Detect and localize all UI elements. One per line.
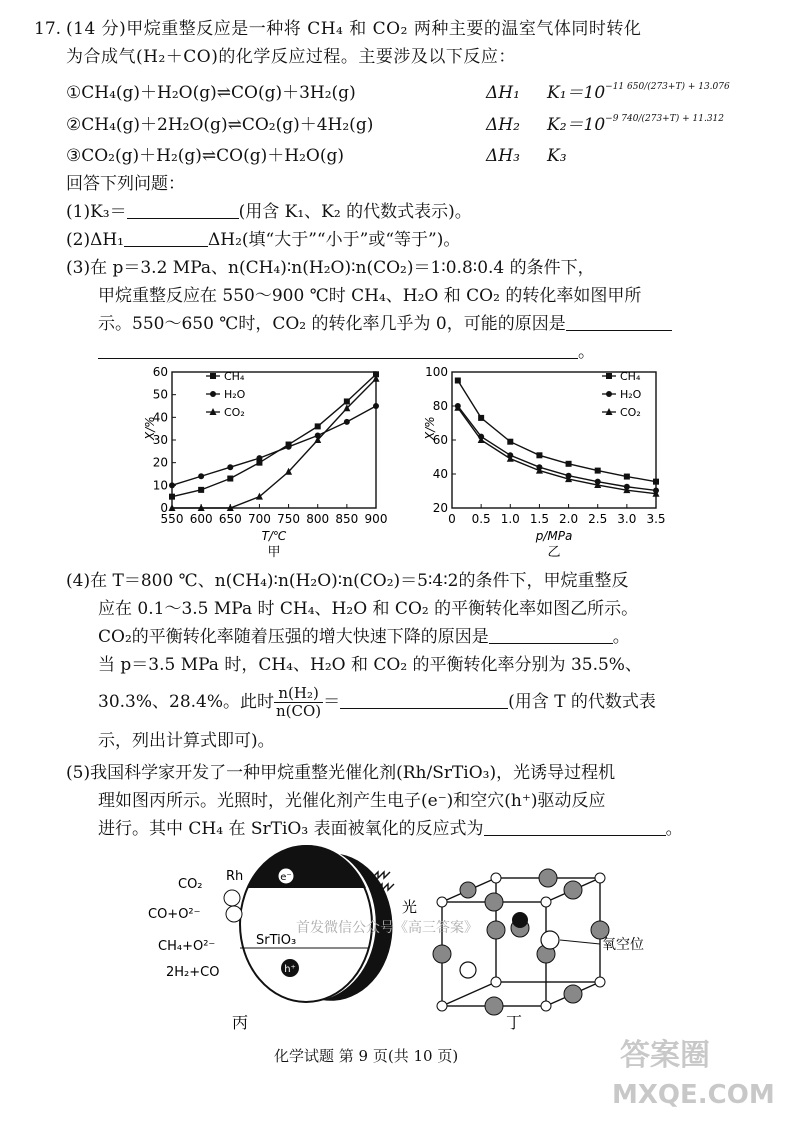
yi-point bbox=[566, 461, 572, 467]
q2-prefix: (2)ΔH₁ bbox=[66, 230, 124, 250]
yi-point bbox=[507, 439, 513, 445]
jia-point bbox=[344, 398, 350, 404]
yi-xlabel: p/MPa bbox=[535, 529, 573, 543]
jia-series-line-1 bbox=[172, 406, 376, 485]
yi-ytick-label: 20 bbox=[432, 501, 448, 515]
reaction-1-dh: ΔH₁ bbox=[486, 83, 520, 103]
jia-point bbox=[256, 455, 262, 461]
reaction-1-exponent: −11 650/(273+T) + 13.076 bbox=[605, 82, 730, 92]
h2-co-ratio-fraction bbox=[274, 685, 323, 720]
figure-bing-caption: 丙 bbox=[232, 1013, 249, 1032]
jia-legend-label: H₂O bbox=[224, 388, 246, 401]
q1-prefix: (1)K₃＝ bbox=[66, 202, 127, 222]
reaction-1-k: $K_1=10^{-11 650/(273+T) + 13.076}$ bbox=[547, 82, 730, 103]
light-label: 光 bbox=[402, 898, 418, 916]
q4-line1: (4)在 T＝800 ℃、n(CH₄)∶n(H₂O)∶n(CO₂)＝5∶4∶2的条件下，甲烷重整反 bbox=[66, 571, 629, 591]
jia-point bbox=[169, 482, 175, 488]
yi-legend-label: H₂O bbox=[620, 388, 642, 401]
q5-line1: (5)我国科学家开发了一种甲烷重整光催化剂(Rh/SrTiO₃)，光诱导过程机 bbox=[66, 763, 616, 783]
reaction-2-dh: ΔH₂ bbox=[486, 115, 520, 135]
yi-xtick-label: 2.5 bbox=[588, 512, 608, 526]
q4-line3 bbox=[98, 626, 630, 648]
yi-xtick-label: 0 bbox=[448, 512, 456, 526]
jia-ylabel: X/% bbox=[143, 416, 157, 440]
q5-end: 。 bbox=[665, 819, 683, 839]
reaction-2-equation: ②CH₄(g)＋2H₂O(g)⇌CO₂(g)＋4H₂(g) bbox=[66, 115, 374, 135]
reaction-3-k: K₃ bbox=[547, 146, 567, 166]
jia-point bbox=[198, 473, 204, 479]
yi-ytick-label: 100 bbox=[425, 365, 448, 379]
oxygen-vacancy-2 bbox=[460, 962, 476, 978]
yi-series-line-2 bbox=[458, 408, 656, 494]
jia-point bbox=[344, 419, 350, 425]
yi-xtick-label: 3.5 bbox=[646, 512, 666, 526]
q4-equals: ＝ bbox=[323, 692, 341, 712]
q3-line2: 甲烷重整反应在 550～900 ℃时 CH₄、H₂O 和 CO₂ 的转化率如图甲所 bbox=[98, 286, 642, 306]
jia-point bbox=[315, 423, 321, 429]
jia-xtick-label: 800 bbox=[306, 512, 330, 526]
site-logo-url: MXQE.COM bbox=[612, 1080, 775, 1110]
h2-co-label: 2H₂+CO bbox=[166, 965, 220, 980]
co2-label: CO₂ bbox=[178, 877, 203, 892]
yi-xtick-label: 3.0 bbox=[617, 512, 637, 526]
yi-xtick-label: 2.0 bbox=[559, 512, 579, 526]
watermark: 首发微信公众号《高三答案》 bbox=[296, 920, 478, 936]
q3-line3 bbox=[98, 313, 672, 335]
q4-line5 bbox=[98, 684, 656, 720]
yi-ytick-label: 80 bbox=[432, 399, 448, 413]
yi-ytick-label: 60 bbox=[432, 433, 448, 447]
oxygen-vacancy bbox=[541, 931, 559, 949]
jia-legend-label: CO₂ bbox=[224, 406, 245, 419]
ch4-o-label: CH₄+O²⁻ bbox=[158, 939, 216, 954]
q5-line3 bbox=[98, 818, 683, 840]
rh-cap bbox=[248, 845, 366, 888]
yi-point bbox=[455, 378, 461, 384]
yi-ylabel: X/% bbox=[423, 416, 437, 440]
electron-2 bbox=[226, 906, 242, 922]
q4-prefix: 30.3%、28.4%。此时 bbox=[98, 692, 275, 712]
oxygen-vacancy-label: 氧空位 bbox=[602, 937, 644, 953]
electron-1 bbox=[224, 890, 240, 906]
q4-line2: 应在 0.1～3.5 MPa 时 CH₄、H₂O 和 CO₂ 的平衡转化率如图乙所示。 bbox=[98, 599, 639, 619]
q4-text: CO₂的平衡转化率随着压强的增大快速下降的原因是 bbox=[98, 627, 489, 647]
jia-point bbox=[286, 444, 292, 450]
yi-point bbox=[478, 415, 484, 421]
jia-xlabel: T/℃ bbox=[261, 529, 287, 543]
jia-ytick-label: 0 bbox=[160, 501, 168, 515]
jia-ytick-label: 50 bbox=[152, 387, 168, 402]
vacancy-pointer bbox=[560, 940, 600, 944]
yi-xtick-label: 1.5 bbox=[529, 512, 549, 526]
q3-end: 。 bbox=[578, 342, 595, 362]
jia-ytick-label: 60 bbox=[152, 365, 168, 379]
reaction-3-dh: ΔH₃ bbox=[486, 146, 520, 166]
question-intro-line2: 为合成气(H₂＋CO)的化学反应过程。主要涉及以下反应： bbox=[66, 47, 516, 67]
q1-suffix: (用含 K₁、K₂ 的代数式表示)。 bbox=[238, 202, 472, 222]
yi-ytick-label: 40 bbox=[432, 467, 448, 481]
site-logo-text: 答案圈 bbox=[620, 1038, 710, 1073]
yi-point bbox=[595, 468, 601, 474]
answer-prompt: 回答下列问题： bbox=[66, 174, 185, 194]
center-atom bbox=[512, 912, 528, 928]
fraction-denominator: n(CO) bbox=[276, 702, 322, 720]
jia-point bbox=[169, 494, 175, 500]
jia-ytick-label: 20 bbox=[152, 455, 168, 470]
jia-ytick-label: 40 bbox=[152, 410, 168, 425]
jia-point bbox=[198, 487, 204, 493]
yi-caption: 乙 bbox=[547, 545, 561, 560]
jia-xtick-label: 850 bbox=[335, 512, 359, 526]
q4-line4: 当 p＝3.5 MPa 时，CH₄、H₂O 和 CO₂ 的平衡转化率分别为 35.5%、 bbox=[98, 655, 642, 675]
jia-legend-label: CH₄ bbox=[224, 370, 245, 383]
q2-answer-blank[interactable] bbox=[124, 230, 208, 247]
fraction-numerator: n(H₂) bbox=[274, 685, 323, 703]
question-intro-line1: (14 分)甲烷重整反应是一种将 CH₄ 和 CO₂ 两种主要的温室气体同时转化 bbox=[66, 19, 642, 39]
reaction-3-equation: ③CO₂(g)＋H₂(g)⇌CO(g)＋H₂O(g) bbox=[66, 146, 344, 166]
jia-point bbox=[373, 403, 379, 409]
q4-suffix: (用含 T 的代数式表 bbox=[508, 692, 656, 712]
yi-point bbox=[536, 452, 542, 458]
rh-label: Rh bbox=[226, 869, 244, 884]
q3-line1: (3)在 p＝3.2 MPa、n(CH₄)∶n(H₂O)∶n(CO₂)＝1∶0.8∶0.4 的条件下， bbox=[66, 258, 595, 278]
hole-label: h⁺ bbox=[284, 964, 296, 975]
reaction-2-k: $K_2=10^{-9 740/(273+T) + 11.312}$ bbox=[547, 114, 724, 135]
page-footer: 化学试题 第 9 页(共 10 页) bbox=[274, 1047, 459, 1065]
q4-answer-blank-1[interactable] bbox=[489, 627, 613, 644]
figure-ding-caption: 丁 bbox=[506, 1013, 523, 1032]
reaction-2-exponent: −9 740/(273+T) + 11.312 bbox=[605, 114, 724, 124]
reaction-1-equation: ①CH₄(g)＋H₂O(g)⇌CO(g)＋3H₂(g) bbox=[66, 83, 356, 103]
figure-bing bbox=[140, 842, 440, 1042]
yi-legend-label: CH₄ bbox=[620, 370, 641, 383]
q3-answer-blank-2[interactable] bbox=[98, 342, 578, 359]
question-number: 17. bbox=[34, 19, 62, 39]
jia-xtick-label: 550 bbox=[160, 512, 184, 526]
q5-text: 进行。其中 CH₄ 在 SrTiO₃ 表面被氧化的反应式为 bbox=[98, 819, 484, 839]
electron-label-1: e⁻ bbox=[280, 872, 292, 883]
srtio3-label: SrTiO₃ bbox=[256, 933, 297, 948]
jia-ytick-label: 30 bbox=[152, 433, 168, 447]
q4-end: 。 bbox=[612, 627, 630, 647]
chart-jia bbox=[140, 362, 400, 562]
yi-legend-marker bbox=[606, 391, 612, 397]
co-o-label: CO+O²⁻ bbox=[148, 907, 201, 922]
jia-point bbox=[227, 476, 233, 482]
q1-answer-blank[interactable] bbox=[127, 202, 239, 219]
yi-xtick-label: 1.0 bbox=[500, 512, 520, 526]
jia-legend-marker bbox=[210, 391, 216, 397]
q2-suffix: ΔH₂(填“大于”“小于”或“等于”)。 bbox=[208, 230, 461, 250]
q5-line2: 理如图丙所示。光照时，光催化剂产生电子(e⁻)和空穴(h⁺)驱动反应 bbox=[98, 791, 606, 811]
yi-xtick-label: 0.5 bbox=[471, 512, 491, 526]
q1-line bbox=[66, 201, 472, 223]
yi-point bbox=[653, 479, 659, 485]
q5-answer-blank[interactable] bbox=[484, 819, 666, 836]
q2-line bbox=[66, 229, 460, 251]
q3-text: 示。550～650 ℃时，CO₂ 的转化率几乎为 0，可能的原因是 bbox=[98, 314, 566, 334]
yi-point bbox=[624, 474, 630, 480]
jia-caption: 甲 bbox=[267, 545, 281, 560]
q4-line6: 示，列出计算式即可)。 bbox=[98, 731, 275, 751]
jia-xtick-label: 600 bbox=[189, 512, 213, 526]
jia-xtick-label: 650 bbox=[218, 512, 242, 526]
q4-answer-blank-2[interactable] bbox=[340, 692, 508, 709]
q3-line4 bbox=[98, 341, 595, 363]
jia-xtick-label: 700 bbox=[247, 512, 271, 526]
yi-legend-marker bbox=[606, 373, 612, 379]
jia-point bbox=[227, 464, 233, 470]
jia-xtick-label: 750 bbox=[277, 512, 301, 526]
jia-legend-marker bbox=[210, 373, 216, 379]
figure-ding bbox=[440, 842, 680, 1042]
jia-ytick-label: 10 bbox=[152, 478, 168, 493]
q3-answer-blank-1[interactable] bbox=[566, 314, 672, 331]
chart-yi bbox=[420, 362, 680, 562]
yi-legend-label: CO₂ bbox=[620, 406, 641, 419]
jia-xtick-label: 900 bbox=[364, 512, 388, 526]
